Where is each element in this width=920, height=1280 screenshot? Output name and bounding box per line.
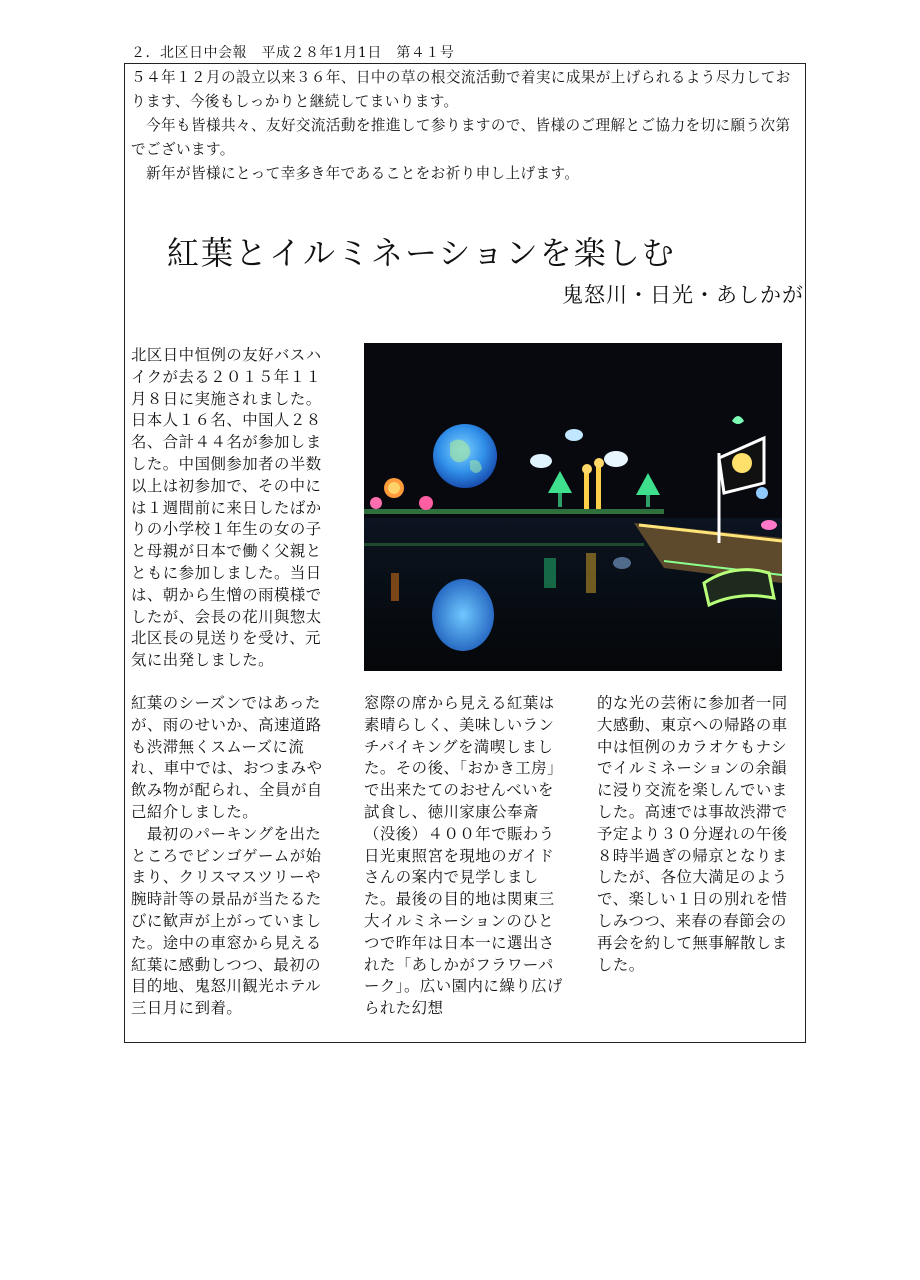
page-header: ２．北区日中会報 平成２８年1月1日 第４１号 (131, 45, 455, 61)
article-subtitle: 鬼怒川・日光・あしかが (562, 283, 804, 307)
intro-paragraph-2: 今年も皆様共々、友好交流活動を推進して参りますので、皆様のご理解とご協力を切に願う次第でございます。 (131, 117, 791, 158)
intro-paragraph-1: ５４年１２月の設立以来３６年、日中の草の根交流活動で着実に成果が上げられるよう尽力しております、今後もしっかりと継続してまいります。 (131, 69, 791, 110)
intro-text (131, 66, 801, 186)
article-title: 紅葉とイルミネーションを楽しむ (167, 234, 676, 272)
illumination-photo (364, 343, 782, 671)
column-1-top (131, 345, 336, 672)
column-2-text: 窓際の席から見える紅葉は素晴らしく、美味しいランチバイキングを満喫しました。その後、「おかき工房」で出来たてのおせんべいを試食し、徳川家康公奉斎（没後）４００年で賑わう日光東照宮を現地のガイドさんの案内で見学しました。最後の目的地は関東三大イルミネーションのひとつで昨年は日本一に選出された「あしかがフラワーパーク」。広い園内に繰り広げられた幻想 (364, 694, 563, 1018)
intro-paragraph-3: 新年が皆様にとって幸多き年であることをお祈り申し上げます。 (131, 165, 580, 182)
column-3 (597, 693, 802, 976)
column-1-bottom-paragraph-1: 紅葉のシーズンではあったが、雨のせいか、高速道路も渋滞無くスムーズに流れ、車中では、おつまみや飲み物が配られ、全員が自己紹介しました。 (131, 694, 323, 821)
column-3-text: 的な光の芸術に参加者一同大感動、東京への帰路の車中は恒例のカラオケもナシでイルミネーションの余韻に浸り交流を楽しんでいました。高速では事故渋滞で予定より３０分遅れの午後８時半過ぎの帰京となりましたが、各位大満足のようで、楽しい１日の別れを惜しみつつ、来春の春節会の再会を約して無事解散しました。 (597, 694, 788, 974)
column-1-bottom-paragraph-2: 最初のパーキングを出たところでビンゴゲームが始まり、クリスマスツリーや腕時計等の景品が当たるたびに歓声が上がっていました。途中の車窓から見える紅葉に感動しつつ、最初の目的地、鬼怒川観光ホテル三日月に到着。 (131, 824, 322, 1018)
column-1-bottom (131, 693, 336, 1020)
column-2 (364, 693, 569, 1020)
column-1-top-text: 北区日中恒例の友好バスハイクが去る２０１５年１１月８日に実施されました。日本人１６名、中国人２８名、合計４４名が参加しました。中国側参加者の半数以上は初参加で、その中には１週間前に来日したばかりの小学校１年生の女の子と母親が日本で働く父親とともに参加しました。当日は、朝から生憎の雨模様でしたが、会長の花川與惣太北区長の見送りを受け、元気に出発しました。 (131, 346, 322, 670)
